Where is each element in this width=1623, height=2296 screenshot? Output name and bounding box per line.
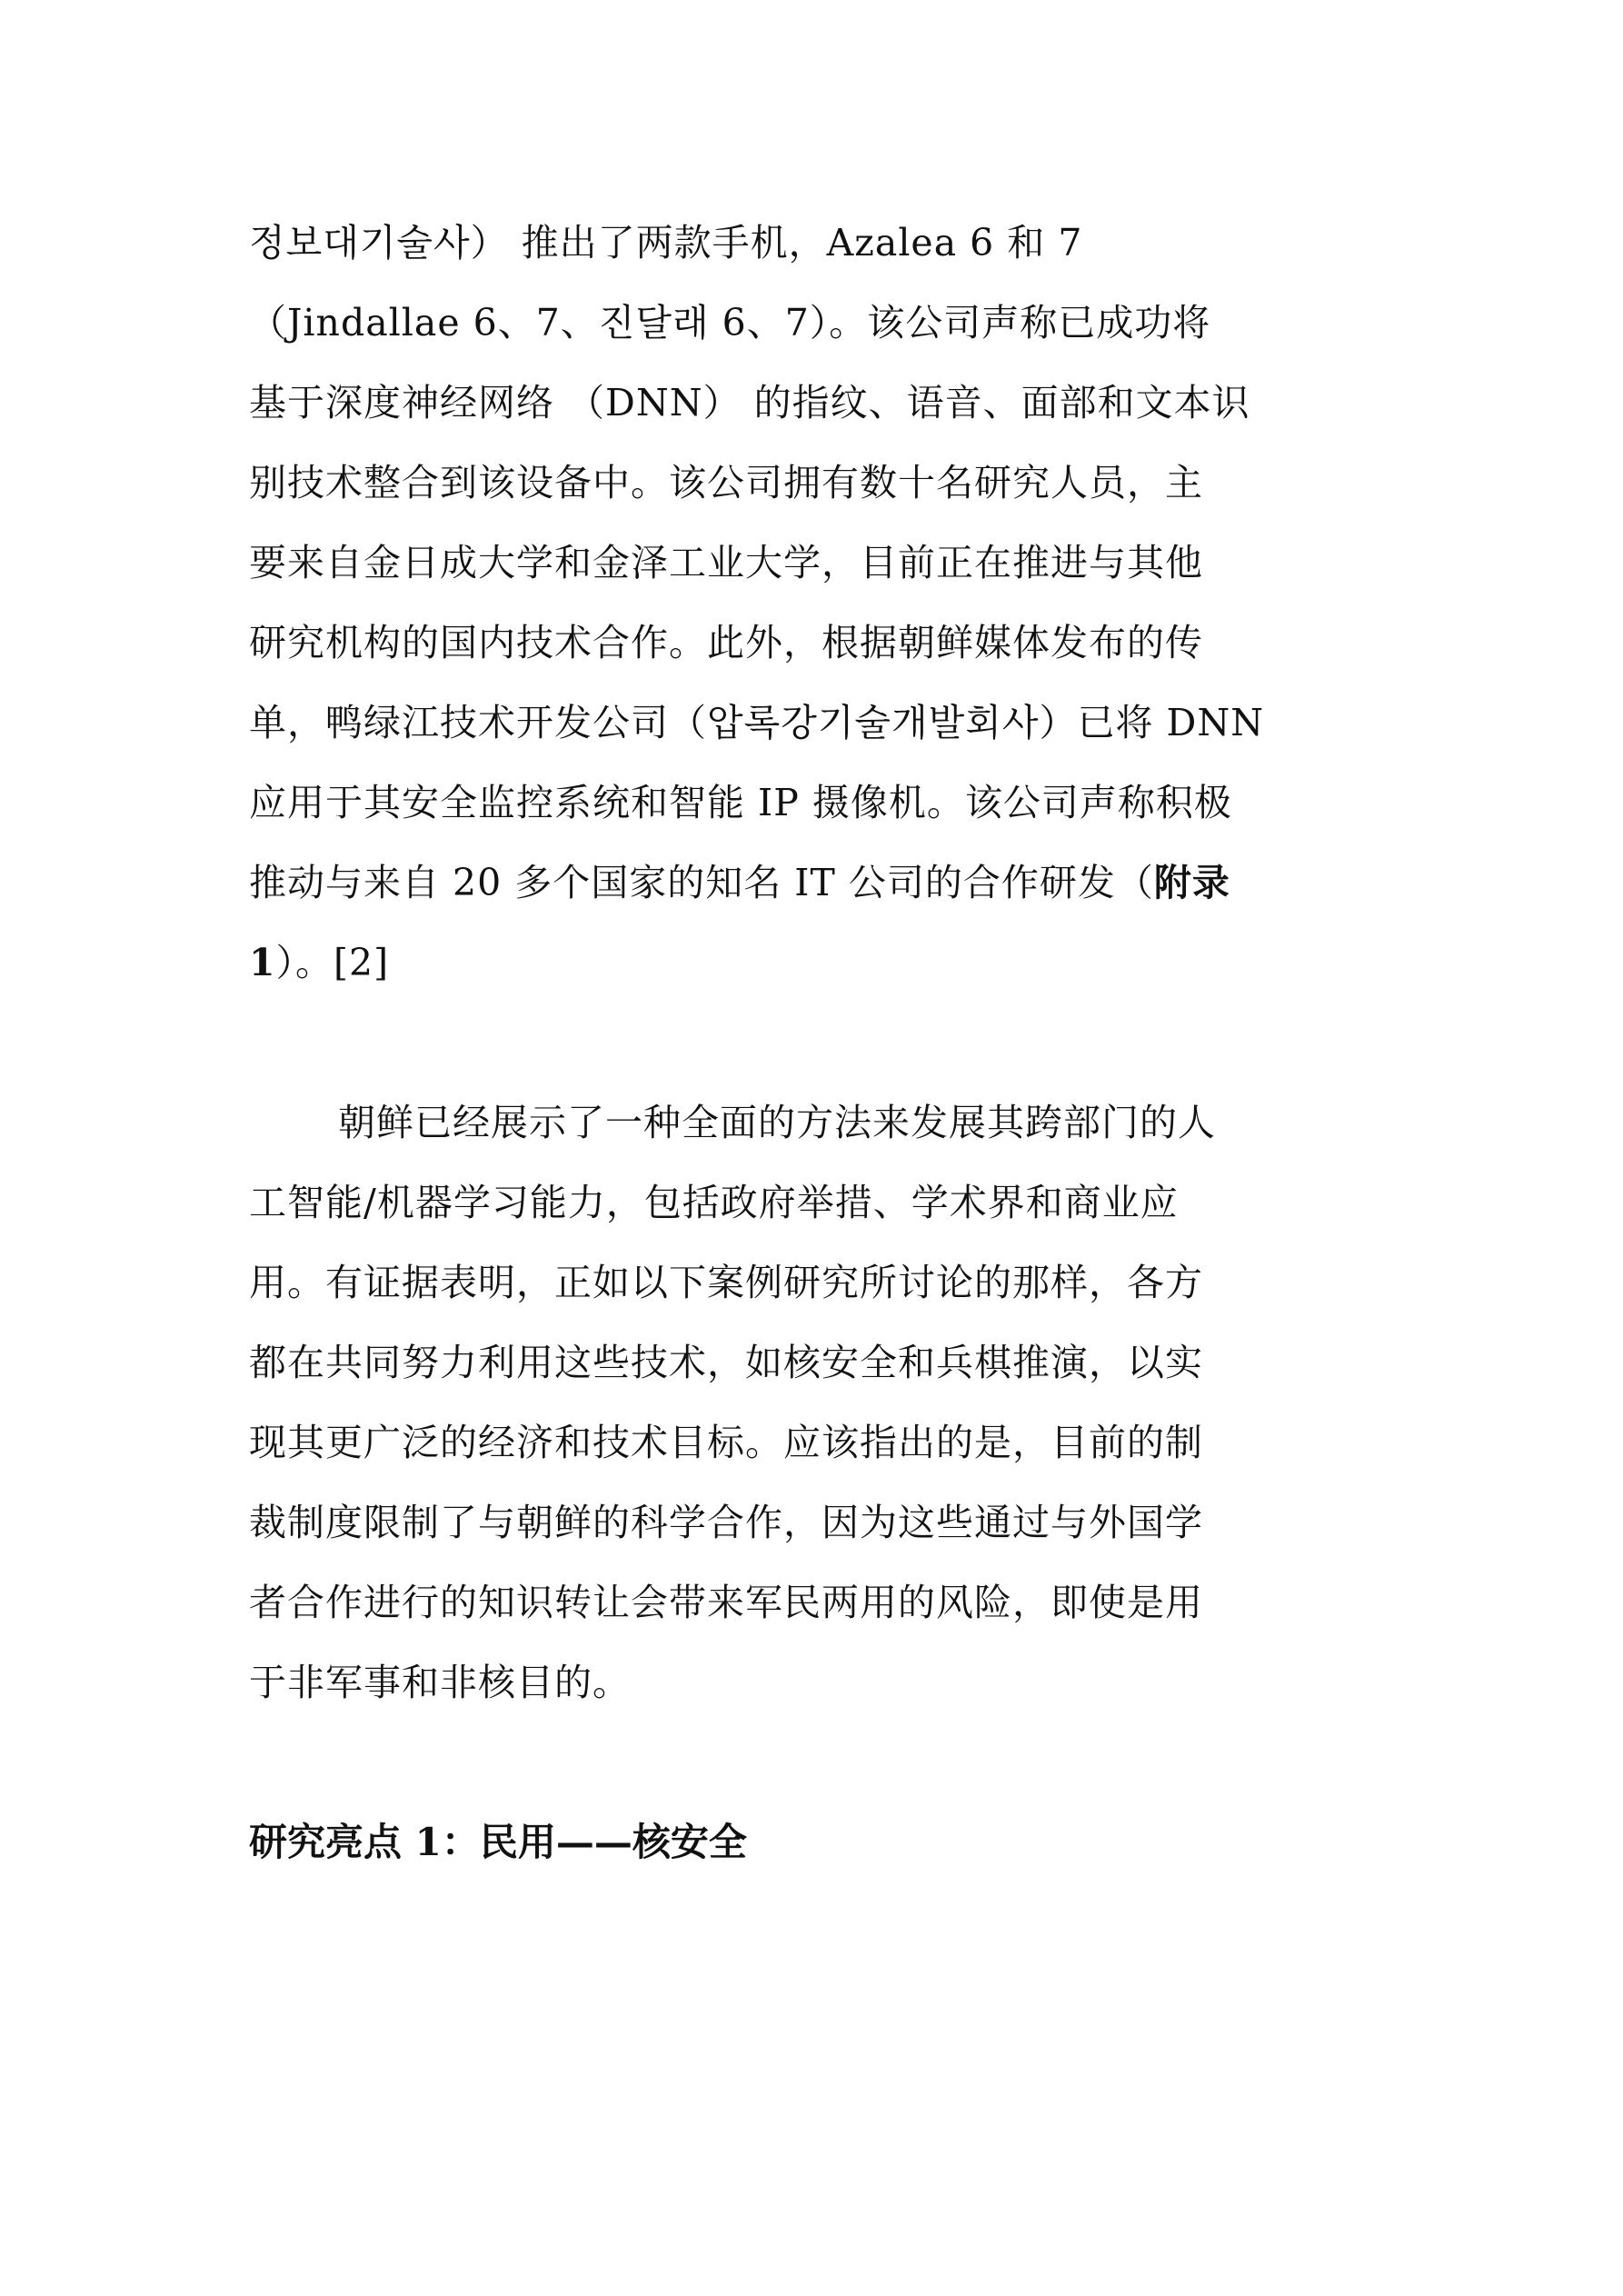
- text-line: 单，鸭绿江技术开发公司（압록강기술개발회사）已将 DNN: [249, 701, 1265, 744]
- text-line: 于非军事和非核目的。: [249, 1661, 631, 1704]
- appendix-reference: 附录: [1153, 861, 1230, 904]
- text-line: 应用于其安全监控系统和智能 IP 摄像机。该公司声称积极: [249, 781, 1232, 824]
- citation-text: ）。[2]: [275, 941, 390, 984]
- section-heading: 研究亮点 1：民用——核安全: [249, 1820, 747, 1864]
- text-line: 都在共同努力利用这些技术，如核安全和兵棋推演，以实: [249, 1341, 1203, 1384]
- appendix-number: 1: [249, 941, 276, 984]
- text-line: 정보대기술사） 推出了两款手机，Azalea 6 和 7: [249, 221, 1083, 265]
- text-span: 推动与来自 20 多个国家的知名 IT 公司的合作研发（: [249, 861, 1154, 904]
- text-line: 基于深度神经网络 （DNN） 的指纹、语音、面部和文本识: [249, 381, 1250, 424]
- text-line: 裁制度限制了与朝鲜的科学合作，因为这些通过与外国学: [249, 1501, 1203, 1544]
- text-line: 朝鲜已经展示了一种全面的方法来发展其跨部门的人: [338, 1101, 1216, 1144]
- text-line: 别技术整合到该设备中。该公司拥有数十名研究人员，主: [249, 461, 1203, 504]
- text-line: [249, 855, 1467, 910]
- text-line: （Jindallae 6、7、진달래 6、7）。该公司声称已成功将: [249, 301, 1211, 344]
- text-line: 要来自金日成大学和金泽工业大学，目前正在推进与其他: [249, 541, 1203, 584]
- text-line: 研究机构的国内技术合作。此外，根据朝鲜媒体发布的传: [249, 621, 1203, 664]
- text-line: 工智能/机器学习能力，包括政府举措、学术界和商业应: [249, 1181, 1179, 1224]
- text-line: [249, 935, 1467, 990]
- text-line: 用。有证据表明，正如以下案例研究所讨论的那样，各方: [249, 1261, 1203, 1304]
- text-line: 者合作进行的知识转让会带来军民两用的风险，即使是用: [249, 1581, 1203, 1624]
- text-line: 现其更广泛的经济和技术目标。应该指出的是，目前的制: [249, 1421, 1203, 1464]
